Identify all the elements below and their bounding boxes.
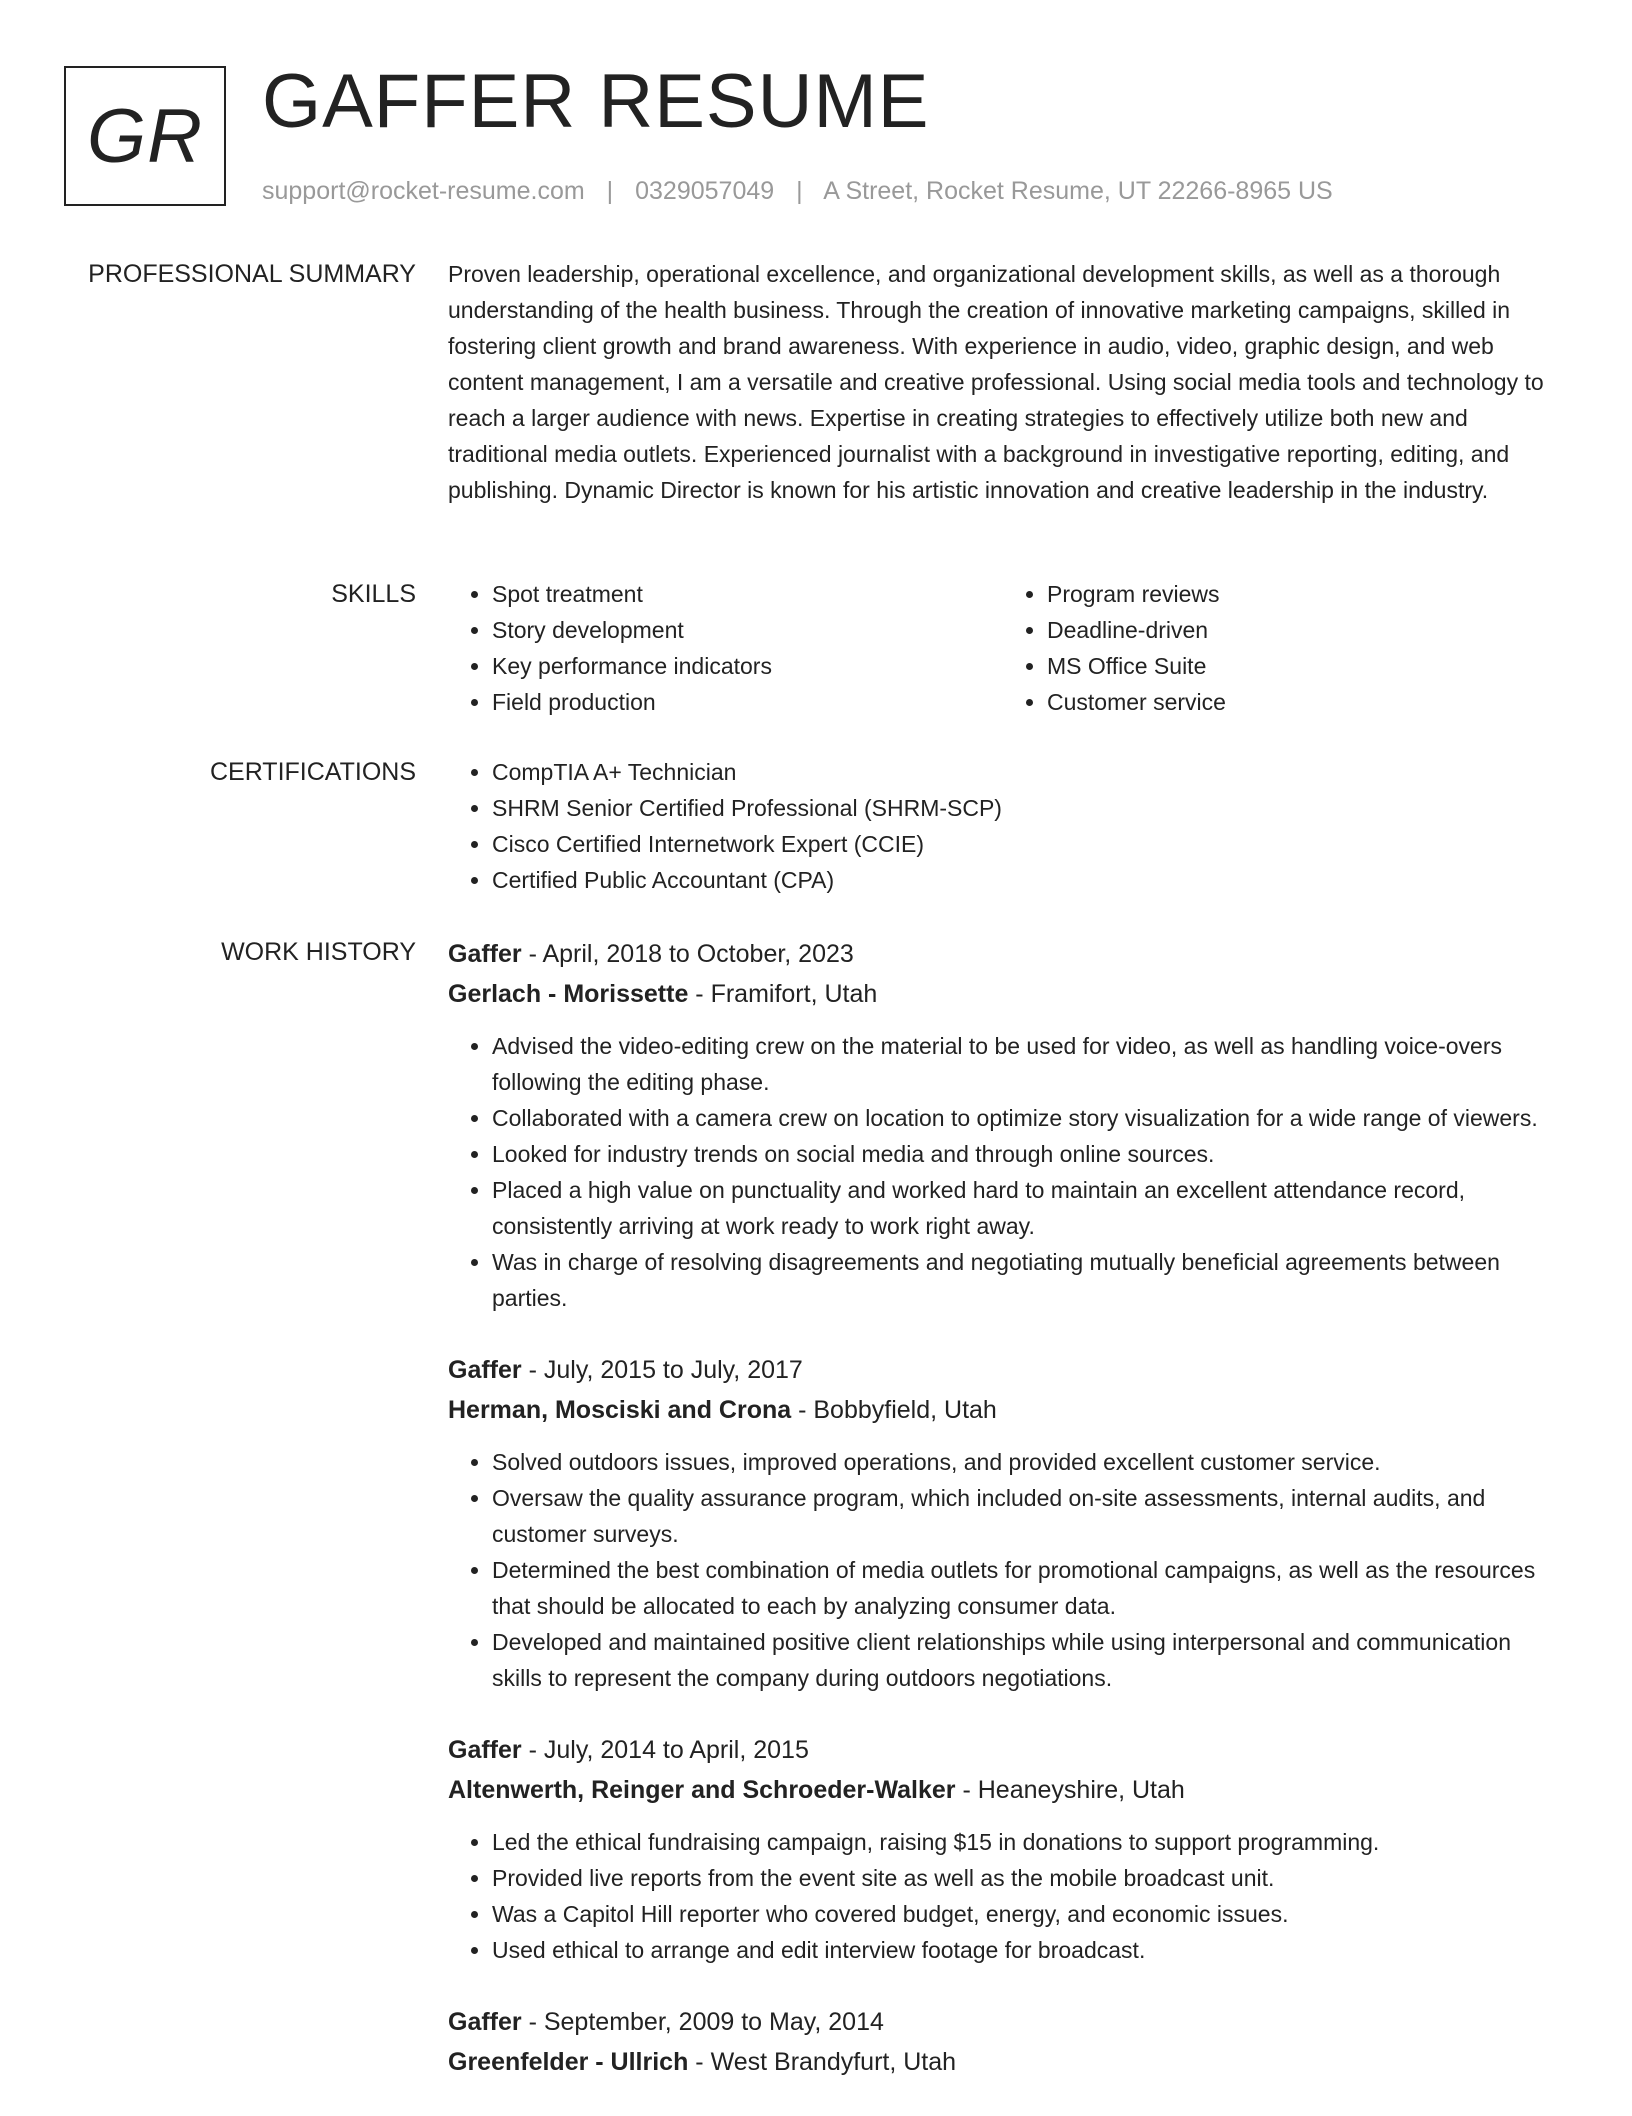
job-bullets — [448, 1028, 1558, 1316]
job-entry — [448, 2002, 1558, 2082]
monogram-text: GR — [87, 93, 203, 179]
job-bullet: • Advised the video-editing crew on the material to be used for video, as well as handling voice-overs following the editing phase. — [492, 1028, 1558, 1100]
contact-line — [262, 174, 1333, 208]
job-bullets — [448, 1444, 1558, 1696]
skill-item: • Customer service — [1047, 684, 1558, 720]
job-bullet: • Developed and maintained positive client relationships while using interpersonal and communication skills to represent the company during outdoors negotiations. — [492, 1624, 1558, 1696]
skill-item: • Program reviews — [1047, 576, 1558, 612]
certification-item: • Cisco Certified Internetwork Expert (CCIE) — [492, 826, 1558, 862]
job-title: Gaffer — [448, 2008, 522, 2036]
job-company: Herman, Mosciski and Crona — [448, 1396, 792, 1424]
skill-item: • Key performance indicators — [492, 648, 1003, 684]
certifications-label: CERTIFICATIONS — [209, 758, 416, 786]
job-location: - West Brandyfurt, Utah — [688, 2048, 957, 2076]
job-title: Gaffer — [448, 1356, 522, 1384]
job-company: Gerlach - Morissette — [448, 980, 689, 1008]
contact-address: A Street, Rocket Resume, UT 22266-8965 US — [823, 177, 1333, 205]
job-title-line — [448, 1730, 1558, 1770]
skill-item: • Spot treatment — [492, 576, 1003, 612]
job-entry — [448, 934, 1558, 1316]
work-history-body — [448, 934, 1558, 2116]
job-bullet: • Was a Capitol Hill reporter who covered budget, energy, and economic issues. — [492, 1896, 1558, 1932]
job-dates: - July, 2014 to April, 2015 — [521, 1736, 809, 1764]
skills-list-right — [1003, 576, 1558, 720]
skill-item: • Field production — [492, 684, 1003, 720]
job-bullet: • Led the ethical fundraising campaign, raising $15 in donations to support programming. — [492, 1824, 1558, 1860]
job-bullet: • Looked for industry trends on social media and through online sources. — [492, 1136, 1558, 1172]
job-title-line — [448, 2002, 1558, 2042]
certifications-list — [448, 754, 1558, 898]
job-location: - Heaneyshire, Utah — [955, 1776, 1185, 1804]
job-company-line — [448, 1390, 1558, 1430]
monogram-badge — [64, 66, 226, 206]
summary-body — [448, 256, 1558, 508]
job-entry — [448, 1730, 1558, 1968]
contact-phone: 0329057049 — [635, 177, 775, 205]
job-title: Gaffer — [448, 940, 522, 968]
certifications-body — [448, 754, 1558, 898]
job-location: - Framifort, Utah — [688, 980, 878, 1008]
job-dates: - July, 2015 to July, 2017 — [521, 1356, 803, 1384]
job-title-line — [448, 1350, 1558, 1390]
job-company: Greenfelder - Ullrich — [448, 2048, 689, 2076]
job-location: - Bobbyfield, Utah — [791, 1396, 997, 1424]
resume-name: GAFFER RESUME — [262, 59, 930, 144]
job-title: Gaffer — [448, 1736, 522, 1764]
certification-item: • CompTIA A+ Technician — [492, 754, 1558, 790]
job-company-line — [448, 1770, 1558, 1810]
work-history-label: WORK HISTORY — [221, 938, 416, 966]
contact-separator: | — [606, 177, 614, 205]
job-bullet: • Collaborated with a camera crew on location to optimize story visualization for a wide range of viewers. — [492, 1100, 1558, 1136]
job-bullet: • Provided live reports from the event site as well as the mobile broadcast unit. — [492, 1860, 1558, 1896]
job-company-line — [448, 974, 1558, 1014]
summary-text: Proven leadership, operational excellence, and organizational development skills, as well as a thorough understanding of the health business. Through the creation of innovative marketing campaigns, skilled in fostering client growth and brand awareness. With experience in audio, video, graphic design, and web content management, I am a versatile and creative professional. Using social media tools and technology to reach a larger audience with news. Expertise in creating strategies to effectively utilize both new and traditional media outlets. Experienced journalist with a background in investigative reporting, editing, and publishing. Dynamic Director is known for his artistic innovation and creative leadership in the industry. — [448, 261, 1544, 503]
skill-item: • MS Office Suite — [1047, 648, 1558, 684]
contact-email: support@rocket-resume.com — [262, 177, 585, 205]
skills-grid — [448, 576, 1558, 720]
job-bullet: • Solved outdoors issues, improved operations, and provided excellent customer service. — [492, 1444, 1558, 1480]
skill-item: • Deadline-driven — [1047, 612, 1558, 648]
job-bullet: • Used ethical to arrange and edit interview footage for broadcast. — [492, 1932, 1558, 1968]
certification-item: • Certified Public Accountant (CPA) — [492, 862, 1558, 898]
certification-item: • SHRM Senior Certified Professional (SHRM-SCP) — [492, 790, 1558, 826]
summary-label: PROFESSIONAL SUMMARY — [88, 260, 416, 288]
job-dates: - April, 2018 to October, 2023 — [521, 940, 854, 968]
job-company: Altenwerth, Reinger and Schroeder-Walker — [448, 1776, 956, 1804]
job-bullet: • Determined the best combination of media outlets for promotional campaigns, as well as the resources that should be allocated to each by analyzing consumer data. — [492, 1552, 1558, 1624]
job-entry — [448, 1350, 1558, 1696]
job-company-line — [448, 2042, 1558, 2082]
job-bullet: • Placed a high value on punctuality and worked hard to maintain an excellent attendance record, consistently arriving at work ready to work right away. — [492, 1172, 1558, 1244]
contact-separator: | — [796, 177, 803, 205]
job-title-line — [448, 934, 1558, 974]
skill-item: • Story development — [492, 612, 1003, 648]
skills-label: SKILLS — [331, 580, 416, 608]
job-bullet: • Oversaw the quality assurance program, which included on-site assessments, internal audits, and customer surveys. — [492, 1480, 1558, 1552]
job-dates: - September, 2009 to May, 2014 — [521, 2008, 884, 2036]
job-bullets — [448, 1824, 1558, 1968]
job-bullet: • Was in charge of resolving disagreements and negotiating mutually beneficial agreements between parties. — [492, 1244, 1558, 1316]
skills-list-left — [448, 576, 1003, 720]
